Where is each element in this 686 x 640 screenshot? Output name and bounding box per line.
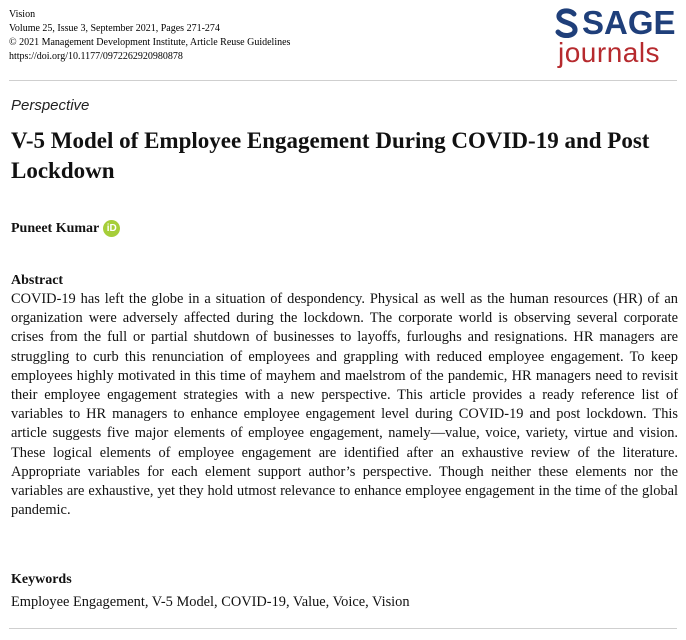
header-divider <box>9 80 677 81</box>
author-line <box>11 220 120 237</box>
author-name[interactable]: Puneet Kumar <box>11 220 100 236</box>
journals-logo-text: journals <box>558 37 661 68</box>
article-metadata <box>9 8 290 64</box>
article-type-label: Perspective <box>11 97 90 114</box>
sage-journals-logo[interactable] <box>554 6 674 74</box>
sage-logo-text: SAGE <box>582 4 676 41</box>
keywords-list: Employee Engagement, V-5 Model, COVID-19, Value, Voice, Vision <box>11 594 410 610</box>
copyright-line[interactable]: © 2021 Management Development Institute, Article Reuse Guidelines <box>9 37 291 48</box>
footer-divider <box>9 628 677 629</box>
keywords-heading: Keywords <box>11 572 72 587</box>
issue-info: Volume 25, Issue 3, September 2021, Pages 271-274 <box>9 23 220 34</box>
abstract-text: COVID-19 has left the globe in a situation of despondency. Physical as well as the human resources (HR) of an organization were adversely affected during the lockdown. The corporate world is observing several corporate crises from the full or partial shutdown of businesses to layoffs, furloughs and resignations. HR managers are struggling to curb this renunciation of employees and grappling with reduced employee engagement. To keep employees highly motivated in this time of mayhem and maelstrom of the pandemic, HR managers need to revisit their employee engagement strategies with a new perspective. This article provides a ready reference list of variables to HR managers to enhance employee engagement level during COVID-19 and post lockdown. This article suggests five major elements of employee engagement, namely—value, voice, variety, virtue and vision. These logical elements of employee engagement are identified after an exhaustive review of the literature. Appropriate variables for each element support author’s perspective. Though neither these elements nor the variables are exhaustive, yet they hold utmost relevance to enhance employee engagement in the time of the global pandemic. <box>11 291 678 519</box>
abstract-heading: Abstract <box>11 273 64 288</box>
sage-logo-brand <box>554 6 674 40</box>
journal-name: Vision <box>9 9 36 20</box>
doi-link[interactable]: https://doi.org/10.1177/0972262920980878 <box>9 51 183 62</box>
article-title: V-5 Model of Employee Engagement During COVID-19 and Post Lockdown <box>11 128 650 183</box>
orcid-icon[interactable]: iD <box>103 220 120 237</box>
sage-swirl-icon <box>554 8 580 38</box>
